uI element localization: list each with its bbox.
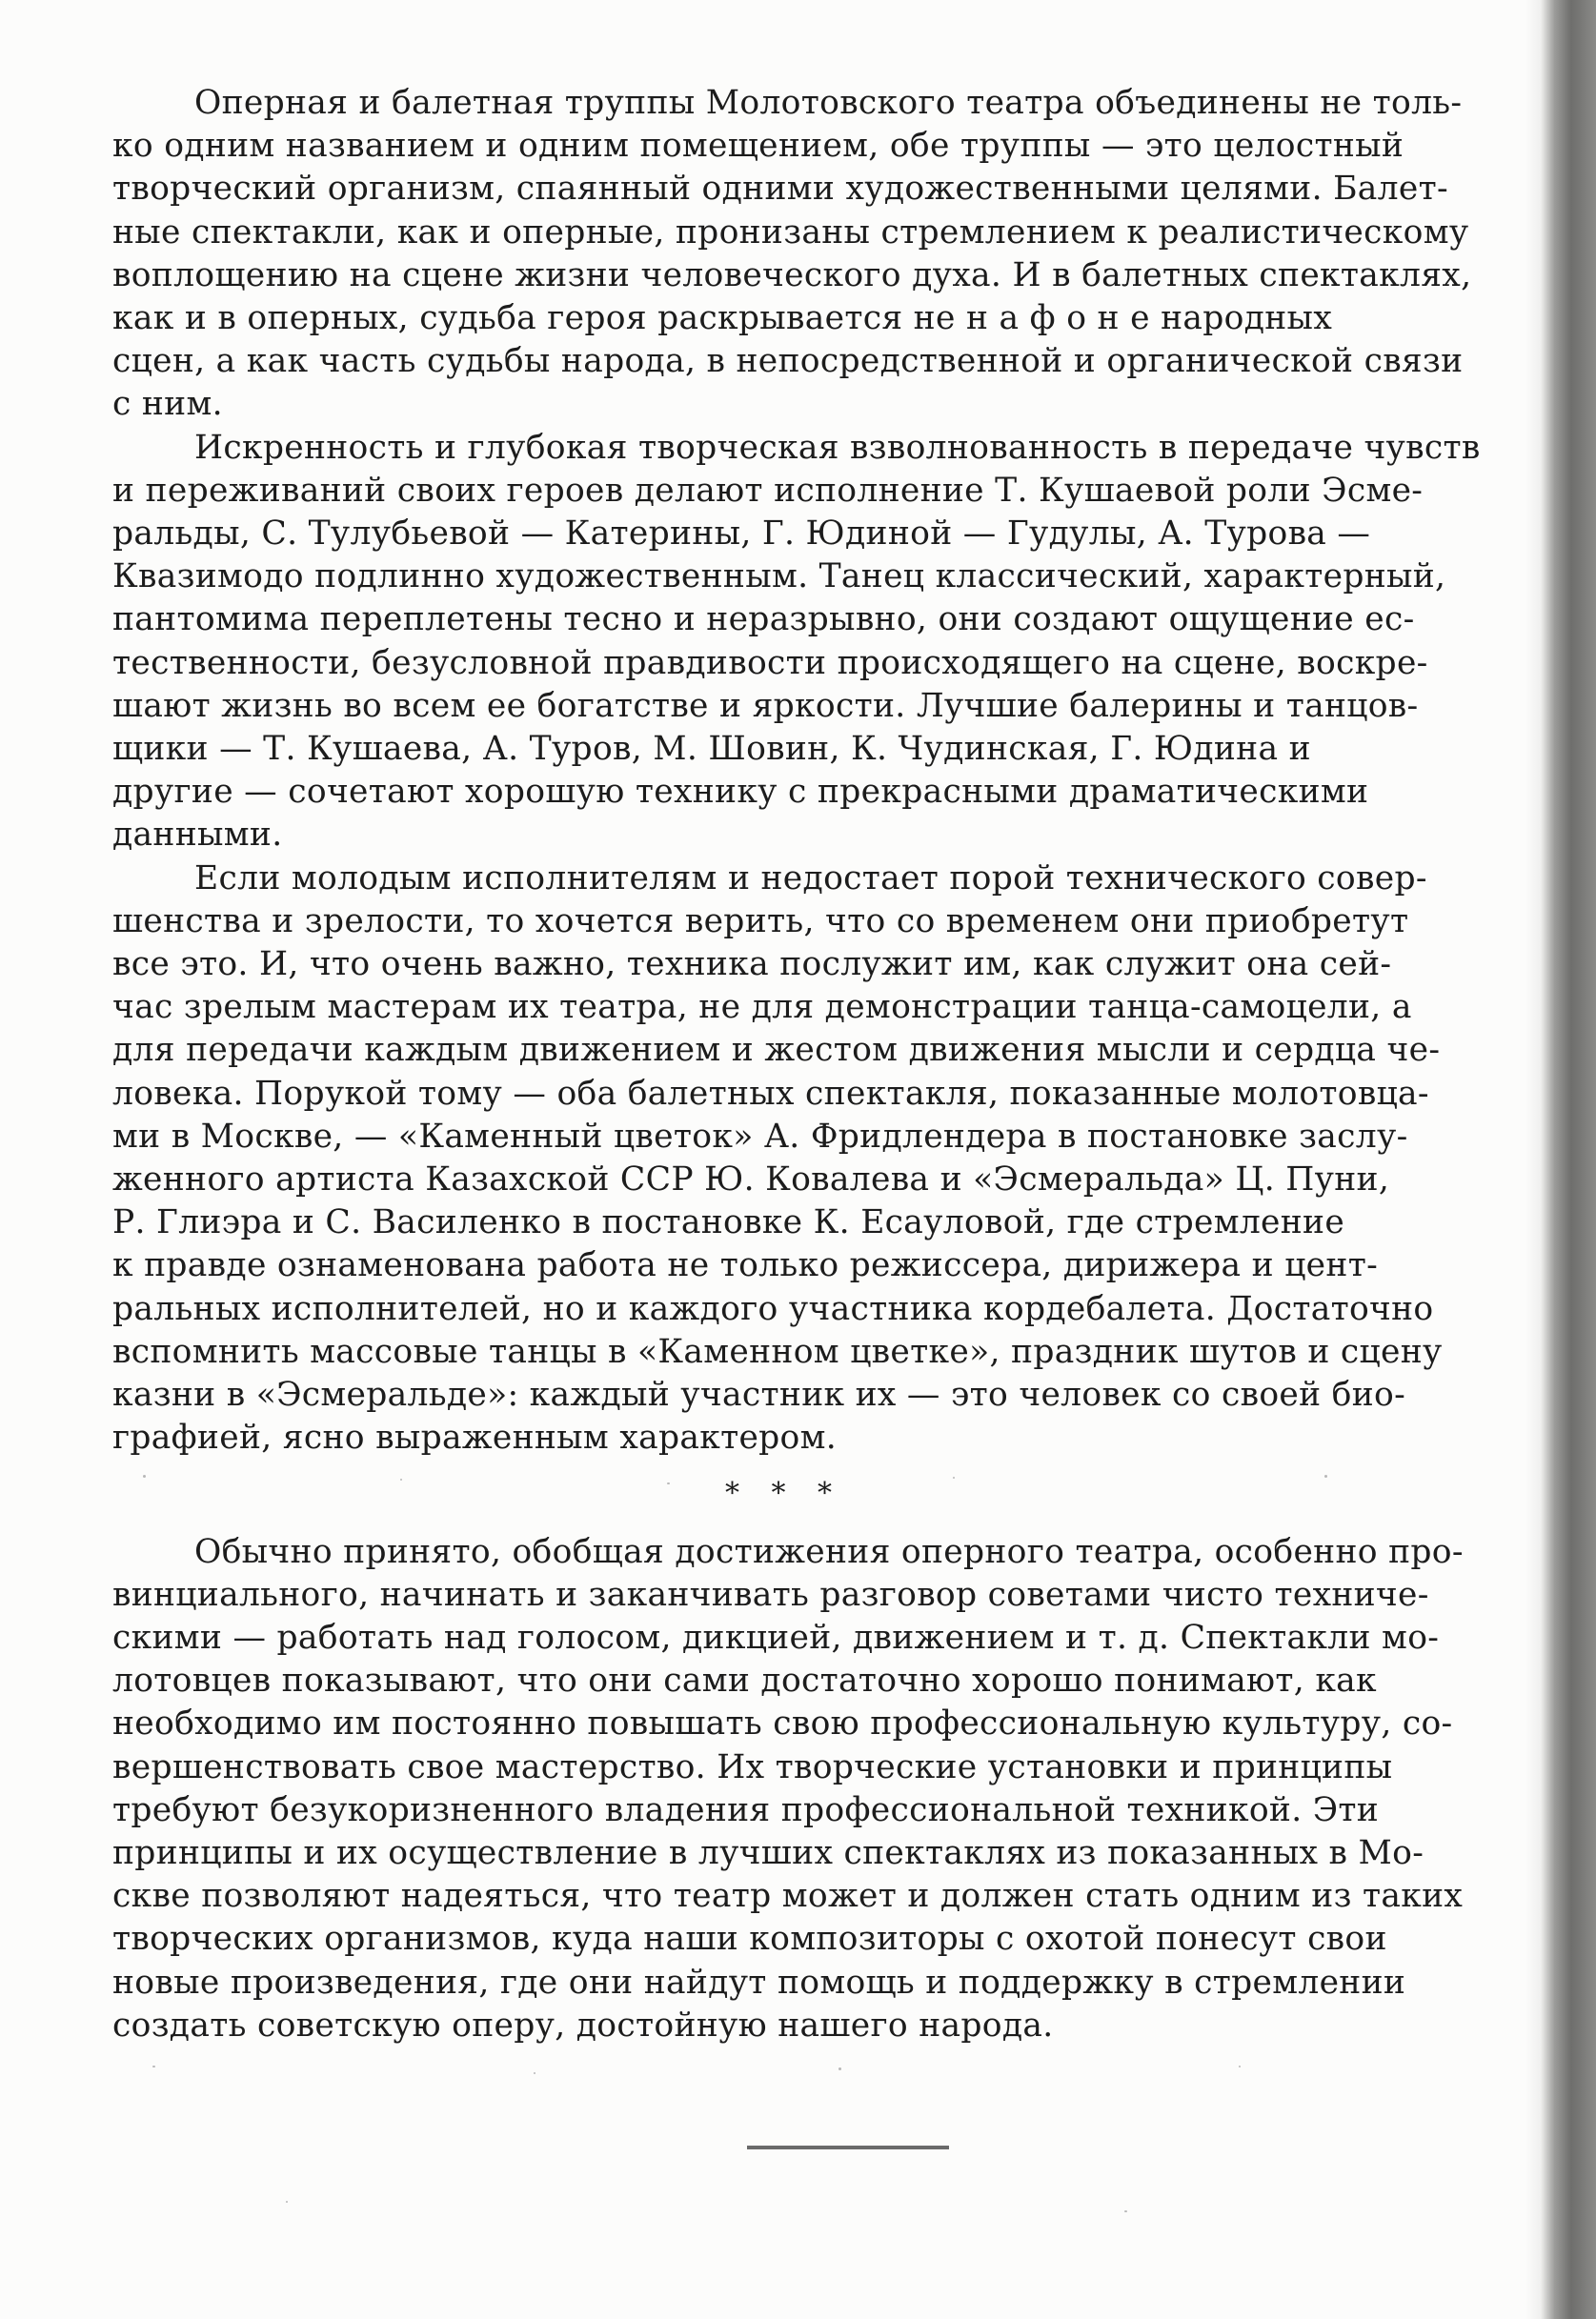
text-line: шают жизнь во всем ее богатстве и яркости. Лучшие балерины и танцов- [112,686,1419,725]
text-line: сцен, а как часть судьбы народа, в непосредственной и органической связи [112,342,1464,381]
text-line: казни в «Эсмеральде»: каждый участник их — это человек со своей био- [112,1376,1406,1415]
text-line: вершенствовать свое мастерство. Их творческие установки и принципы [112,1747,1393,1786]
text-line: Искренность и глубокая творческая взволнованность в передаче чувств [194,428,1481,467]
text-line: Оперная и балетная труппы Молотовского театра объединены не толь- [194,84,1463,122]
text-line: все это. И, что очень важно, техника послужит им, как служит она сей- [112,945,1392,984]
paragraph-conclusion [112,1531,1542,2047]
spacer [112,1522,1542,1531]
text-line: для передачи каждым движением и жестом движения мысли и сердца че- [112,1031,1441,1070]
text-line: ми в Москве, — «Каменный цветок» А. Фридлендера в постановке заслу- [112,1117,1408,1156]
text-line: воплощению на сцене жизни человеческого духа. И в балетных спектаклях, [112,255,1472,294]
scan-speck [953,1477,955,1479]
text-line: графией, ясно выраженным характером. [112,1419,838,1458]
text-line: принципы и их осуществление в лучших спектаклях из показанных в Мо- [112,1833,1424,1872]
text-line: создать советскую оперу, достойную нашего народа. [112,2006,1054,2045]
text-line: ральных исполнителей, но и каждого участника кордебалета. Достаточно [112,1289,1434,1328]
text-line: к правде ознаменована работа не только режиссера, дирижера и цент- [112,1246,1379,1285]
paragraph-opera-ballet-troupes [112,82,1542,427]
text-line: Обычно принято, обобщая достижения оперного театра, особенно про- [194,1532,1464,1571]
text-line: требуют безукоризненного владения профессиональной техникой. Эти [112,1790,1380,1829]
article-text [112,82,1542,2045]
scan-speck [1324,1475,1327,1478]
text-line: с ним. [112,385,223,424]
text-line: ральды, С. Тулубьевой — Катерины, Г. Юдиной — Гудулы, А. Турова — [112,514,1371,554]
scan-speck [400,1479,402,1481]
text-line: необходимо им постоянно повышать свою профессиональную культуру, со- [112,1704,1453,1744]
text-line: час зрелым мастерам их театра, не для демонстрации танца-самоцели, а [112,988,1412,1027]
text-line: скве позволяют надеяться, что театр может и должен стать одним из таких [112,1877,1464,1916]
scan-speck [667,1482,670,1484]
text-line: пантомима переплетены тесно и неразрывно, они создают ощущение ес- [112,600,1415,639]
end-of-article-rule [747,2146,949,2149]
text-line: лотовцев показывают, что они сами достаточно хорошо понимают, как [112,1662,1377,1701]
paragraph-performers [112,427,1542,857]
text-line: вспомнить массовые танцы в «Каменном цветке», праздник шутов и сцену [112,1332,1443,1371]
text-line: творческий организм, спаянный одними художественными целями. Балет- [112,170,1448,209]
binding-edge [1541,0,1596,2319]
text-line: винциального, начинать и заканчивать разговор советами чисто техниче- [112,1575,1429,1614]
scan-speck [152,2066,155,2067]
text-line: ловека. Порукой тому — оба балетных спектакля, показанные молотовца- [112,1074,1429,1113]
text-line: данными. [112,816,283,855]
text-line: и переживаний своих героев делают исполнение Т. Кушаевой роли Эсме- [112,471,1424,510]
text-line: новые произведения, где они найдут помощь и поддержку в стремлении [112,1963,1406,2002]
text-line: другие — сочетают хорошую технику с прекрасными драматическими [112,773,1369,812]
text-line: Квазимодо подлинно художественным. Танец классический, характерный, [112,557,1446,596]
section-separator: * * * [724,1476,844,1510]
text-line: шенства и зрелости, то хочется верить, что со временем они приобретут [112,901,1409,940]
text-line: как и в оперных, судьба героя раскрывается не н а ф о н е народных [112,299,1333,338]
paragraph-young-performers [112,857,1542,1461]
text-line: щики — Т. Кушаева, А. Туров, М. Шовин, К. Чудинская, Г. Юдина и [112,730,1311,769]
text-line: женного артиста Казахской ССР Ю. Ковалева и «Эсмеральда» Ц. Пуни, [112,1160,1390,1200]
text-line: скими — работать над голосом, дикцией, движением и т. д. Спектакли мо- [112,1618,1440,1657]
scan-speck [534,2072,535,2074]
text-line: творческих организмов, куда наши композиторы с охотой понесут свои [112,1920,1387,1959]
text-line: тественности, безусловной правдивости происходящего на сцене, воскре- [112,643,1428,682]
scan-speck [286,2201,288,2203]
text-line: Р. Глиэра и С. Василенко в постановке К. Есауловой, где стремление [112,1203,1345,1242]
text-line: Если молодым исполнителям и недостает порой технического совер- [194,858,1427,897]
scan-speck [143,1475,146,1478]
text-line: ные спектакли, как и оперные, пронизаны стремлением к реалистическому [112,212,1469,252]
scan-speck [1124,2210,1127,2212]
scan-speck [1239,2066,1241,2067]
text-line: ко одним названием и одним помещением, обе труппы — это целостный [112,127,1404,166]
scan-speck [838,2067,841,2070]
